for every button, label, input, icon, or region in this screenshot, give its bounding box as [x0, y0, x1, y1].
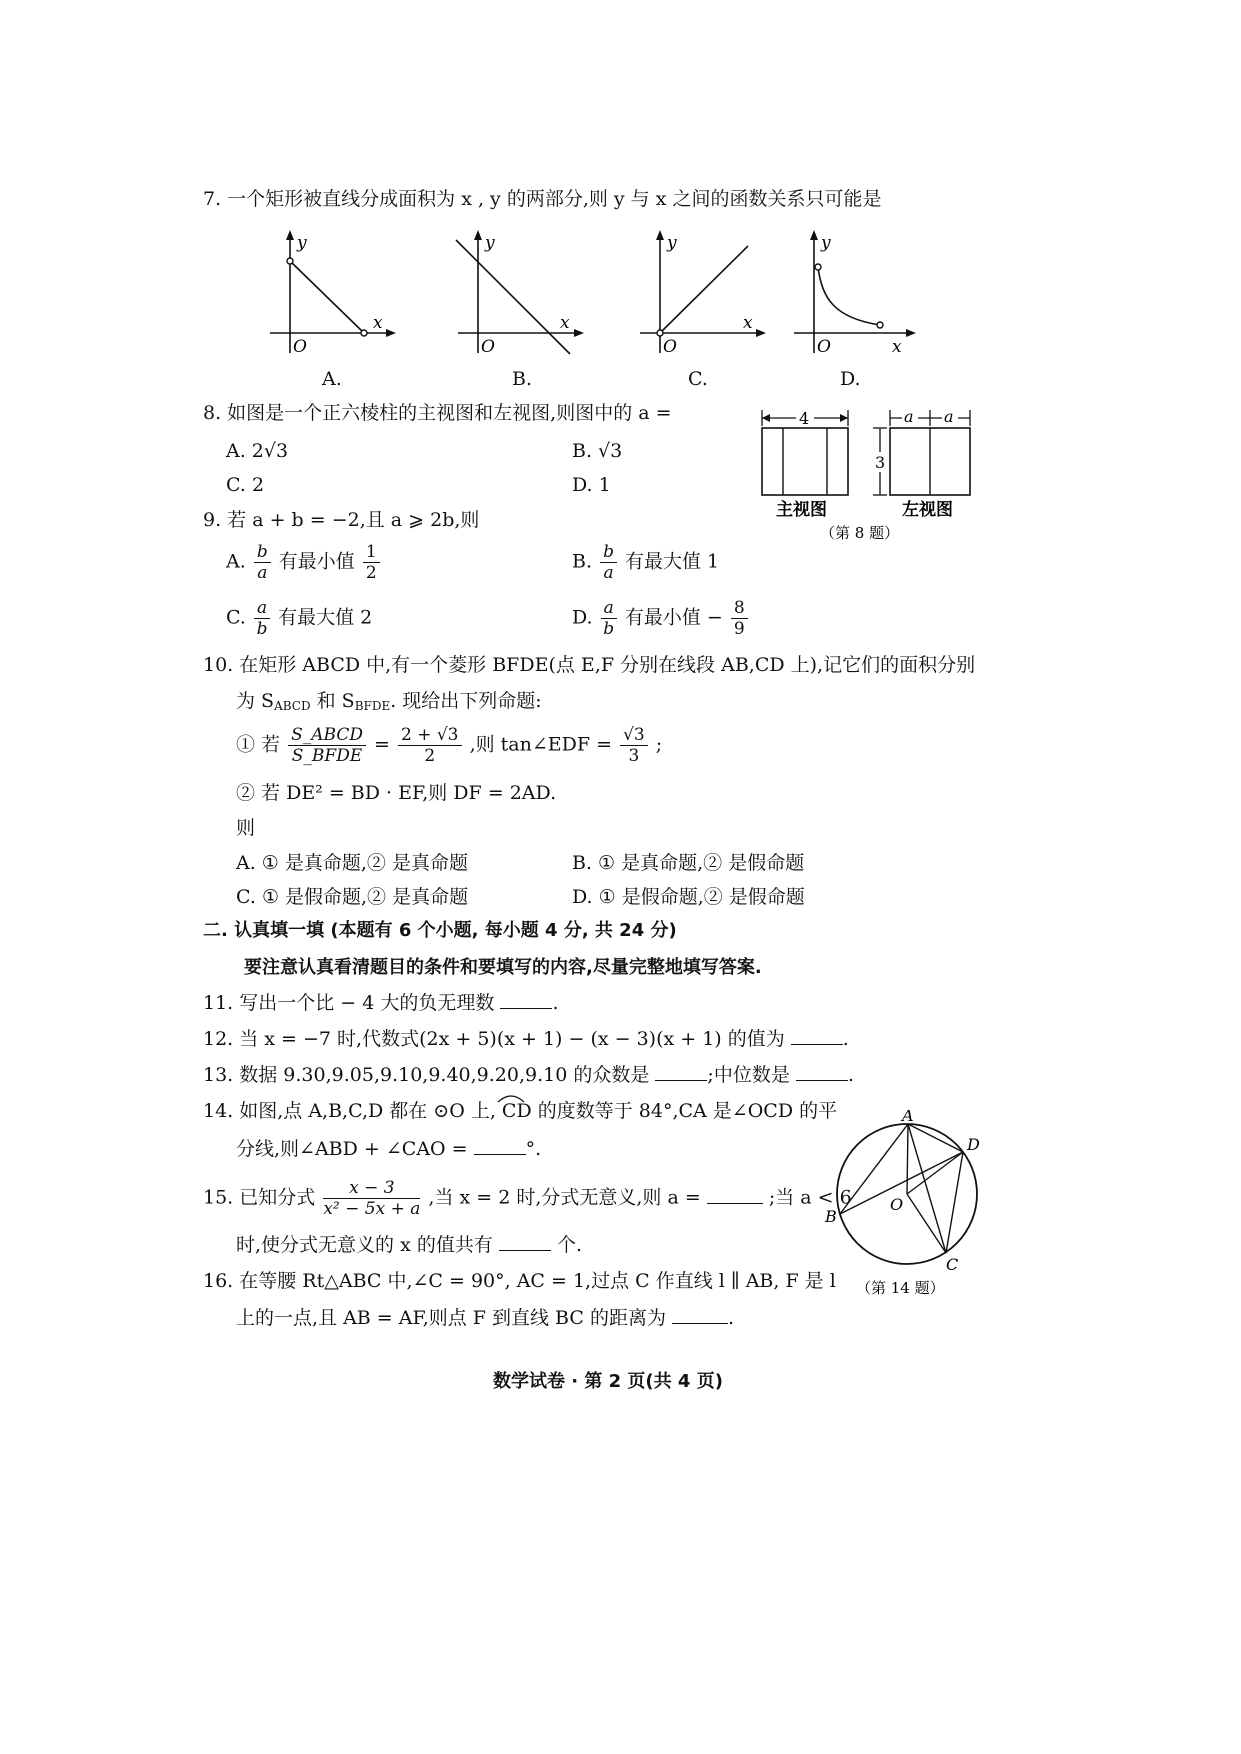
- q9-c-desc: 有最大值 2: [278, 606, 373, 629]
- q10-line2-a: 为 S: [236, 690, 275, 712]
- q10-line1: 10. 在矩形 ABCD 中,有一个菱形 BFDE(点 E,F 分别在线段 AB,CD 上),记它们的面积分别: [203, 654, 976, 676]
- q8-option-b: B. √3: [572, 440, 623, 462]
- q10-p1-eq: =: [374, 733, 390, 756]
- q14-point-b: B: [825, 1207, 837, 1226]
- q9-b-frac: [600, 542, 617, 583]
- q7-d-y-label: y: [821, 233, 831, 253]
- q16-line2: [236, 1305, 734, 1331]
- q14-caption: （第 14 题）: [856, 1279, 945, 1297]
- q7-graph-c: [630, 228, 770, 358]
- q9-c-frac-den: b: [256, 619, 268, 639]
- q9-option-a: [226, 542, 382, 583]
- q7-label-d: D.: [840, 368, 861, 390]
- q9-option-d: [572, 598, 750, 639]
- q15-mid: ,当 x = 2 时,分式无意义,则 a =: [428, 1186, 701, 1209]
- q9-c-frac: [254, 598, 270, 639]
- q7-c-origin: O: [663, 337, 677, 357]
- q14-line2-text: 分线,则∠ABD + ∠CAO =: [236, 1138, 468, 1160]
- q8-option-d: D. 1: [572, 474, 611, 496]
- q12-answer-blank[interactable]: [791, 1026, 843, 1045]
- q9-d-frac: [601, 598, 617, 639]
- q9-d-prefix: D.: [572, 606, 593, 629]
- q13-mode-blank[interactable]: [655, 1062, 707, 1081]
- q10-p1-rden2: 3: [628, 746, 640, 766]
- q10-then: 则: [236, 817, 256, 839]
- q10-option-b: B. ① 是真命题,② 是假命题: [572, 852, 805, 874]
- q10-option-c: C. ① 是假命题,② 是真命题: [236, 886, 469, 908]
- q10-line2-c: . 现给出下列命题:: [390, 690, 542, 712]
- q9-d-val: [731, 598, 748, 639]
- q10-proposition-1: [236, 725, 662, 766]
- q11-text: 11. 写出一个比 − 4 大的负无理数: [203, 992, 495, 1014]
- q8-side-view-label: 左视图: [902, 500, 953, 520]
- q7-label-a: A.: [322, 368, 342, 390]
- q15-fraction: [323, 1178, 420, 1219]
- q15-count-blank[interactable]: [499, 1232, 551, 1251]
- q7-b-y-label: y: [485, 233, 495, 253]
- q8-main-view-label: 主视图: [776, 500, 827, 520]
- q15-num: x − 3: [323, 1178, 420, 1199]
- q14-point-a: A: [902, 1110, 914, 1125]
- q13-median-blank[interactable]: [796, 1062, 848, 1081]
- q7-stem: 7. 一个矩形被直线分成面积为 x , y 的两部分,则 y 与 x 之间的函数关系只可能是: [203, 188, 882, 210]
- q9-a-frac-num: b: [254, 542, 271, 563]
- q9-d-desc: 有最小值 −: [624, 606, 723, 629]
- q14-point-c: C: [946, 1255, 959, 1274]
- q8-height-label: 3: [875, 453, 886, 472]
- q9-c-frac-num: a: [254, 598, 270, 619]
- q9-option-c: [226, 598, 372, 639]
- q10-p1-prefix: ① 若: [236, 733, 281, 756]
- q8-option-a: A. 2√3: [226, 440, 289, 462]
- q9-a-frac-den: a: [257, 563, 268, 583]
- q15-line1: [203, 1178, 852, 1219]
- q12-text: 12. 当 x = −7 时,代数式(2x + 5)(x + 1) − (x − 3)(x + 1) 的值为: [203, 1028, 785, 1050]
- q14-line2: [236, 1136, 541, 1162]
- q8-option-c: C. 2: [226, 474, 265, 496]
- q16-line2-text: 上的一点,且 AB = AF,则点 F 到直线 BC 的距离为: [236, 1307, 666, 1329]
- q7-b-x-label: x: [560, 313, 570, 333]
- q10-p1-rnum: 2 + √3: [398, 725, 462, 746]
- section2-title: 二. 认真填一填 (本题有 6 个小题, 每小题 4 分, 共 24 分): [203, 920, 677, 941]
- q7-b-origin: O: [481, 337, 495, 357]
- q14-answer-blank[interactable]: [474, 1136, 526, 1155]
- q16-line1: 16. 在等腰 Rt△ABC 中,∠C = 90°, AC = 1,过点 C 作直线 l ∥ AB, F 是 l: [203, 1270, 836, 1292]
- q15-line2: [236, 1232, 582, 1258]
- q9-a-val-den: 2: [365, 563, 377, 583]
- q9-d-frac-den: b: [603, 619, 615, 639]
- q10-line2-b: 和 S: [310, 690, 355, 712]
- q9-b-prefix: B.: [572, 550, 593, 573]
- q11: [203, 990, 558, 1016]
- q15-end: 个.: [556, 1234, 582, 1256]
- q15-den: x² − 5x + a: [323, 1199, 421, 1219]
- q16-answer-blank[interactable]: [672, 1305, 728, 1324]
- q9-c-prefix: C.: [226, 606, 246, 629]
- q10-option-a: A. ① 是真命题,② 是真命题: [236, 852, 468, 874]
- q10-option-d: D. ① 是假命题,② 是假命题: [572, 886, 805, 908]
- q10-p1-rden: 2: [424, 746, 436, 766]
- q10-line2-sub1: ABCD: [274, 699, 311, 713]
- q14-arc-mark: [496, 1093, 526, 1103]
- q9-a-frac: [254, 542, 271, 583]
- q9-option-b: [572, 542, 719, 583]
- q10-proposition-2: ② 若 DE² = BD · EF,则 DF = 2AD.: [236, 782, 557, 804]
- q9-d-val-num: 8: [731, 598, 748, 619]
- q9-a-prefix: A.: [226, 550, 246, 573]
- q10-p1-rnum2: √3: [620, 725, 648, 746]
- q9-a-desc: 有最小值: [278, 550, 355, 573]
- q10-p1-den: S_BFDE: [291, 746, 363, 766]
- q8-side-a1-label: a: [904, 407, 914, 426]
- q14-point-o: O: [890, 1195, 904, 1214]
- q8-side-a2-label: a: [944, 407, 954, 426]
- q7-d-origin: O: [817, 337, 831, 357]
- q10-p1-lhs: [288, 725, 366, 766]
- q9-b-desc: 有最大值 1: [625, 550, 720, 573]
- q7-a-y-label: y: [297, 233, 307, 253]
- q7-label-b: B.: [512, 368, 533, 390]
- q10-p1-end: ;: [655, 733, 663, 756]
- q8-caption: （第 8 题）: [820, 524, 900, 542]
- q7-graph-a: [260, 228, 400, 358]
- q15-a-blank[interactable]: [707, 1185, 763, 1204]
- q14-end: °.: [525, 1138, 542, 1160]
- q9-d-val-den: 9: [733, 619, 745, 639]
- q10-p1-rhs: [398, 725, 462, 766]
- page-footer: 数学试卷 · 第 2 页(共 4 页): [493, 1371, 723, 1392]
- q7-graph-b: [448, 228, 588, 358]
- q13-text: 13. 数据 9.30,9.05,9.10,9.40,9.20,9.10 的众数是: [203, 1064, 650, 1086]
- q9-d-frac-num: a: [601, 598, 617, 619]
- q7-a-x-label: x: [373, 313, 383, 333]
- q10-p1-num: S_ABCD: [288, 725, 366, 746]
- section2-note: 要注意认真看清题目的条件和要填写的内容,尽量完整地填写答案.: [244, 957, 762, 978]
- q8-width-label: 4: [799, 409, 810, 428]
- q10-p1-then: ,则 tan∠EDF =: [469, 733, 613, 756]
- q16-end: .: [728, 1307, 735, 1329]
- q9-a-val: [363, 542, 380, 583]
- q15-mid2: ;当 a < 6: [768, 1186, 852, 1209]
- q12: [203, 1026, 849, 1052]
- q9-stem: 9. 若 a + b = −2,且 a ⩾ 2b,则: [203, 509, 480, 531]
- q7-graph-d: [784, 228, 924, 358]
- q12-end: .: [842, 1028, 849, 1050]
- q14-line1: 14. 如图,点 A,B,C,D 都在 ⊙O 上, CD 的度数等于 84°,CA 是∠OCD 的平: [203, 1100, 838, 1122]
- q13: [203, 1062, 854, 1088]
- q7-d-x-label: x: [892, 337, 902, 357]
- q10-line2: [236, 688, 542, 719]
- q14-point-d: D: [967, 1135, 980, 1154]
- q11-answer-blank[interactable]: [500, 990, 552, 1009]
- q7-c-y-label: y: [667, 233, 677, 253]
- q10-p1-rhs2: [620, 725, 648, 766]
- q9-b-frac-den: a: [603, 563, 614, 583]
- q15-prefix: 15. 已知分式: [203, 1186, 316, 1209]
- q8-figure: [750, 400, 985, 545]
- q8-stem: 8. 如图是一个正六棱柱的主视图和左视图,则图中的 a =: [203, 402, 672, 424]
- q9-b-frac-num: b: [600, 542, 617, 563]
- q7-a-origin: O: [293, 337, 307, 357]
- q15-line2-text: 时,使分式无意义的 x 的值共有: [236, 1234, 493, 1256]
- q7-c-x-label: x: [743, 313, 753, 333]
- q13-mid: ;中位数是: [707, 1064, 790, 1086]
- q7-label-c: C.: [688, 368, 708, 390]
- q10-line2-sub2: BFDE: [354, 699, 391, 713]
- q11-end: .: [552, 992, 559, 1014]
- q13-end: .: [847, 1064, 854, 1086]
- q9-a-val-num: 1: [363, 542, 380, 563]
